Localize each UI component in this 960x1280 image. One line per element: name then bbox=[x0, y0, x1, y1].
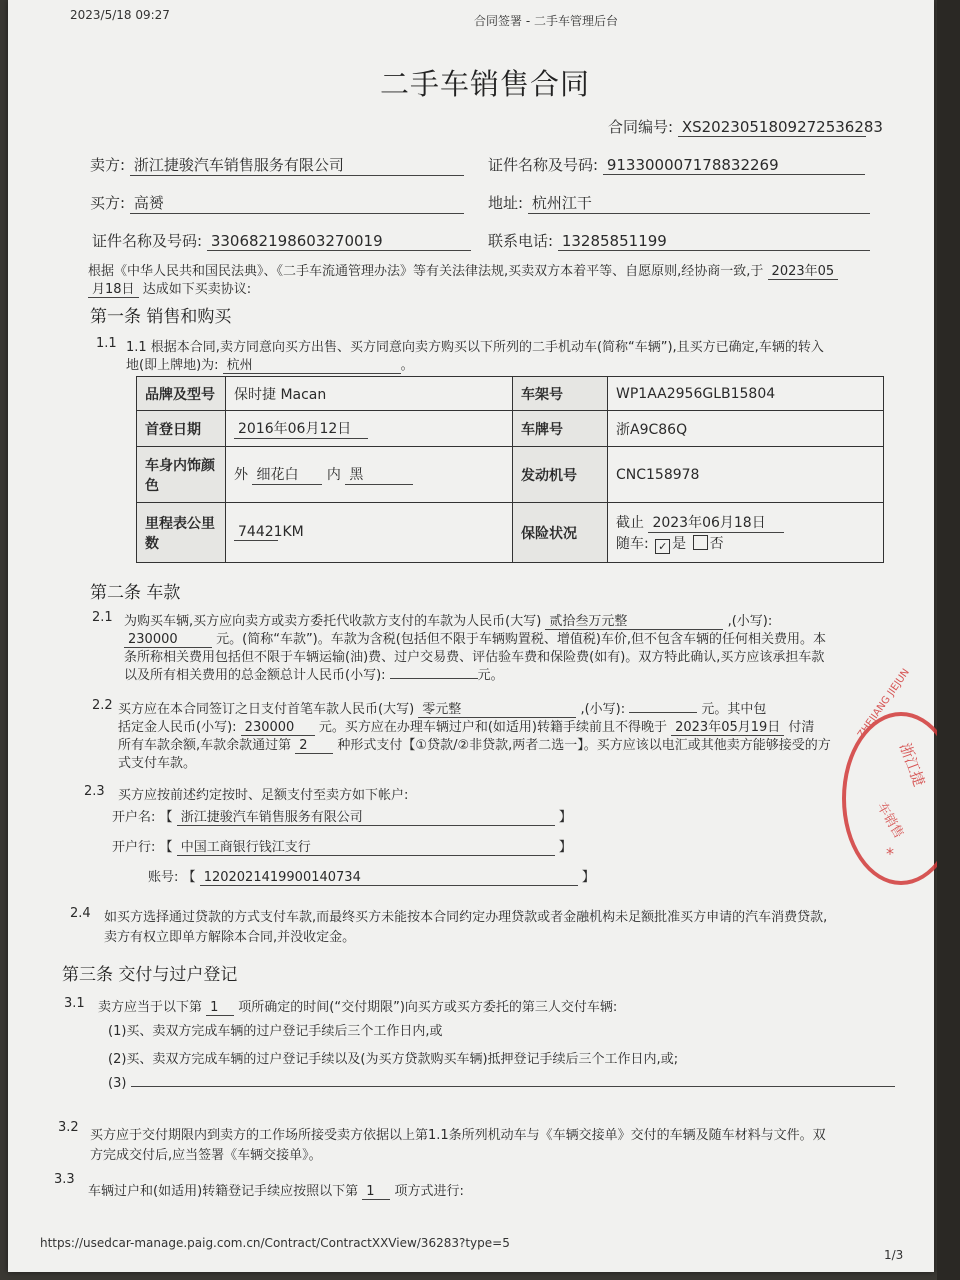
buyer-id-row bbox=[92, 230, 471, 251]
buyer-id-label: 证件名称及号码: bbox=[92, 232, 203, 250]
intro-line-2 bbox=[88, 278, 251, 298]
seller-id-row bbox=[488, 154, 865, 175]
s21-line-3: 条所称相关费用包括但不限于车辆运输(油)费、过户交易费、评估验车费和保险费(如有)。双方特此确认,买方应该承担车款 bbox=[124, 650, 825, 665]
account-no: 1202021419900140734 bbox=[200, 870, 578, 886]
mileage-cell bbox=[226, 503, 513, 563]
insurance-with-label: 随车: bbox=[616, 535, 649, 552]
s21-amount-upper: 贰拾叁万元整 bbox=[545, 610, 723, 630]
s21-text-2: 元。(简称“车款”)。车款为含税(包括但不限于车辆购置税、增值税)车价,但不包含车辆的任何相关费用。本 bbox=[216, 632, 827, 647]
account-bank-row bbox=[112, 836, 572, 856]
s22-first-upper: 零元整 bbox=[418, 698, 576, 718]
reg-date-cell bbox=[226, 411, 513, 447]
s31-option-3 bbox=[108, 1076, 895, 1091]
color-cell bbox=[226, 447, 513, 503]
insurance-cell bbox=[608, 503, 884, 563]
footer-page-number: 1/3 bbox=[884, 1248, 904, 1262]
s22-line-4: 式支付车款。 bbox=[118, 756, 197, 771]
seal-text-side: 车销售 bbox=[873, 799, 907, 842]
buyer-id: 330682198603270019 bbox=[207, 232, 471, 251]
vehicle-info-table bbox=[136, 376, 884, 563]
buyer-label: 买方: bbox=[90, 194, 126, 212]
s11-line-1: 1.1 根据本合同,卖方同意向买方出售、买方同意向卖方购买以下所列的二手机动车(简称“车辆”),且买方已确定,车辆的转入 bbox=[126, 340, 824, 355]
s21-text-1a: 为购买车辆,买方应向卖方或卖方委托代收款方支付的车款为人民币(大写) bbox=[124, 614, 542, 629]
article-1-title: 第一条 销售和购买 bbox=[90, 307, 232, 327]
s32-line-2: 方完成交付后,应当签署《车辆交接单》。 bbox=[90, 1148, 322, 1163]
print-datetime: 2023/5/18 09:27 bbox=[70, 8, 170, 22]
s11-line-2 bbox=[126, 354, 414, 374]
brand-value: 保时捷 Macan bbox=[226, 377, 513, 411]
s22-text-1c: 元。其中包 bbox=[701, 702, 767, 717]
insurance-label: 保险状况 bbox=[513, 503, 608, 563]
yes-checkbox-icon: ✓ bbox=[655, 539, 670, 554]
intro-date-b: 月18日 bbox=[88, 278, 139, 298]
color-in-label: 内 bbox=[326, 467, 341, 483]
no-label: 否 bbox=[709, 535, 724, 552]
s11-text-2: 地(即上牌地)为: bbox=[126, 358, 219, 373]
plate-label: 车牌号 bbox=[513, 411, 608, 447]
phone: 13285851199 bbox=[558, 232, 870, 251]
s22-text-1a: 买方应在本合同签订之日支付首笔车款人民币(大写) bbox=[118, 702, 415, 717]
color-label: 车身内饰颜色 bbox=[137, 447, 226, 503]
s33-line-1 bbox=[88, 1180, 464, 1200]
mileage-unit: KM bbox=[282, 524, 304, 540]
s22-text-2a: 括定金人民币(小写): bbox=[118, 720, 237, 735]
account-no-label: 账号: bbox=[148, 870, 179, 885]
s21-text-1b: ,(小写): bbox=[727, 614, 773, 629]
intro-text-2: 达成如下买卖协议: bbox=[142, 282, 252, 297]
buyer-name: 高赟 bbox=[130, 192, 464, 214]
insurance-until: 2023年06月18日 bbox=[648, 512, 784, 533]
bracket-open: 【 bbox=[182, 870, 196, 885]
vin-value: WP1AA2956GLB15804 bbox=[608, 377, 884, 411]
seal-star-icon: * bbox=[886, 844, 894, 863]
s22-text-2b: 元。买方应在办理车辆过户和(如适用)转籍手续前且不得晚于 bbox=[318, 720, 667, 735]
table-row bbox=[137, 447, 884, 503]
account-name-row bbox=[112, 806, 572, 826]
engine-value: CNC158978 bbox=[608, 447, 884, 503]
s21-amount-lower: 230000 bbox=[124, 632, 212, 648]
s22-text-3b: 种形式支付【①贷款/②非贷款,两者二选一】。买方应该以电汇或其他卖方能够接受的方 bbox=[337, 738, 831, 753]
account-name: 浙江捷骏汽车销售服务有限公司 bbox=[177, 806, 555, 826]
s32-line-1: 买方应于交付期限内到卖方的工作场所接受卖方依据以上第1.1条所列机动车与《车辆交接单》交付的车辆及随车材料与文件。双 bbox=[90, 1128, 826, 1143]
s24-num: 2.4 bbox=[70, 906, 91, 921]
s22-deposit: 230000 bbox=[241, 720, 315, 736]
address-row bbox=[488, 192, 870, 214]
contract-no-label: 合同编号: bbox=[608, 118, 674, 136]
seller-row bbox=[90, 154, 464, 176]
seller-id-label: 证件名称及号码: bbox=[488, 156, 599, 174]
s23-line-1: 买方应按前述约定按时、足额支付至卖方如下帐户: bbox=[118, 788, 409, 803]
seal-text-cn: 浙江捷 bbox=[895, 740, 929, 789]
s31-num: 3.1 bbox=[64, 996, 85, 1011]
bracket-open: 【 bbox=[159, 810, 173, 825]
s11-num: 1.1 bbox=[96, 336, 117, 351]
engine-label: 发动机号 bbox=[513, 447, 608, 503]
insurance-until-label: 截止 bbox=[616, 514, 644, 531]
s22-text-3a: 所有车款余额,车款余款通过第 bbox=[118, 738, 292, 753]
mileage-label: 里程表公里数 bbox=[137, 503, 226, 563]
s21-num: 2.1 bbox=[92, 610, 113, 625]
s22-method: 2 bbox=[295, 738, 333, 754]
s22-due-date: 2023年05月19日 bbox=[671, 716, 784, 736]
article-2-title: 第二条 车款 bbox=[90, 583, 181, 603]
s21-line-1 bbox=[124, 610, 772, 630]
s31-option-1: (1)买、卖双方完成车辆的过户登记手续后三个工作日内,或 bbox=[108, 1024, 443, 1039]
contract-title: 二手车销售合同 bbox=[380, 67, 591, 101]
s32-num: 3.2 bbox=[58, 1120, 79, 1135]
seller-name: 浙江捷骏汽车销售服务有限公司 bbox=[130, 154, 464, 176]
s31-option-2: (2)买、卖双方完成车辆的过户登记手续以及(为买方贷款购买车辆)抵押登记手续后三个工作日内,或; bbox=[108, 1052, 679, 1067]
s21-line-4 bbox=[124, 664, 504, 683]
phone-row bbox=[488, 230, 870, 251]
table-row bbox=[137, 411, 884, 447]
bracket-open: 【 bbox=[159, 840, 173, 855]
mileage-value: 74421 bbox=[234, 524, 278, 541]
s11-place: 杭州 bbox=[223, 354, 401, 374]
intro-line-1 bbox=[88, 260, 838, 280]
phone-label: 联系电话: bbox=[488, 232, 554, 250]
s31-line-1 bbox=[98, 996, 617, 1016]
color-out: 细花白 bbox=[252, 464, 322, 485]
s21-text-4-end: 元。 bbox=[477, 668, 504, 683]
table-row bbox=[137, 503, 884, 563]
s22-num: 2.2 bbox=[92, 698, 113, 713]
bracket-close: 】 bbox=[558, 810, 572, 825]
s31-text-1a: 卖方应当于以下第 bbox=[98, 1000, 203, 1015]
print-page-title: 合同签署 - 二手车管理后台 bbox=[474, 14, 618, 28]
s21-text-4: 以及所有相关费用的总金额总计人民币(小写): bbox=[124, 668, 386, 683]
s22-line-3 bbox=[118, 734, 831, 754]
seller-id: 913300007178832269 bbox=[603, 156, 865, 175]
s31-option-3-blank bbox=[131, 1086, 895, 1087]
color-out-label: 外 bbox=[234, 467, 248, 483]
account-name-label: 开户名: bbox=[112, 810, 156, 825]
insurance-with-row bbox=[616, 533, 875, 554]
brand-label: 品牌及型号 bbox=[137, 377, 226, 411]
contract-no-row bbox=[608, 116, 883, 137]
s11-end: 。 bbox=[400, 358, 414, 373]
buyer-row bbox=[90, 192, 464, 214]
s23-num: 2.3 bbox=[84, 784, 105, 799]
intro-text: 根据《中华人民共和国民法典》、《二手车流通管理办法》等有关法律法规,买卖双方本着平等、自愿原则,经协商一致,于 bbox=[88, 264, 764, 279]
s22-text-1b: ,(小写): bbox=[580, 702, 626, 717]
account-bank: 中国工商银行钱江支行 bbox=[177, 836, 555, 856]
s21-line-2 bbox=[124, 628, 826, 648]
table-row bbox=[137, 377, 884, 411]
account-no-row bbox=[148, 866, 595, 886]
contract-page bbox=[8, 0, 934, 1272]
plate-value: 浙A9C86Q bbox=[608, 411, 884, 447]
bracket-close: 】 bbox=[558, 840, 572, 855]
s33-text-1a: 车辆过户和(如适用)转籍登记手续应按照以下第 bbox=[88, 1184, 359, 1199]
s33-item: 1 bbox=[362, 1184, 390, 1200]
contract-no: XS2023051809272536283 bbox=[678, 118, 866, 137]
bracket-close: 】 bbox=[581, 870, 595, 885]
s33-num: 3.3 bbox=[54, 1172, 75, 1187]
no-checkbox-icon bbox=[693, 535, 708, 550]
s22-text-2c: 付清 bbox=[788, 720, 815, 735]
reg-date-label: 首登日期 bbox=[137, 411, 226, 447]
reg-date: 2016年06月12日 bbox=[234, 418, 368, 439]
s33-text-1b: 项方式进行: bbox=[394, 1184, 464, 1199]
intro-date-a: 2023年05 bbox=[768, 260, 839, 280]
s22-line-2 bbox=[118, 716, 814, 736]
footer-url: https://usedcar-manage.paig.com.cn/Contract/ContractXXView/36283?type=5 bbox=[40, 1236, 510, 1250]
seal-text-en: ZHEJIANG JIEJUN bbox=[856, 666, 912, 741]
s31-text-1b: 项所确定的时间(“交付期限”)向买方或买方委托的第三人交付车辆: bbox=[238, 1000, 618, 1015]
account-bank-label: 开户行: bbox=[112, 840, 156, 855]
s22-line-1 bbox=[118, 698, 766, 718]
binder-edge bbox=[937, 0, 960, 1280]
address: 杭州江干 bbox=[528, 192, 870, 214]
insurance-until-row bbox=[616, 512, 875, 533]
s24-line-1: 如买方选择通过贷款的方式支付车款,而最终买方未能按本合同约定办理贷款或者金融机构未足额批准买方申请的汽车消费贷款, bbox=[104, 910, 828, 925]
s31-item: 1 bbox=[206, 1000, 234, 1016]
s31-option-3-label: (3) bbox=[108, 1076, 127, 1091]
vin-label: 车架号 bbox=[513, 377, 608, 411]
seller-label: 卖方: bbox=[90, 156, 126, 174]
s24-line-2: 卖方有权立即单方解除本合同,并没收定金。 bbox=[104, 930, 356, 945]
article-3-title: 第三条 交付与过户登记 bbox=[62, 965, 238, 985]
s22-first-lower-blank bbox=[629, 712, 697, 713]
color-in: 黑 bbox=[345, 464, 413, 485]
s21-total-blank bbox=[390, 678, 478, 679]
yes-label: 是 bbox=[672, 535, 687, 552]
address-label: 地址: bbox=[488, 194, 524, 212]
